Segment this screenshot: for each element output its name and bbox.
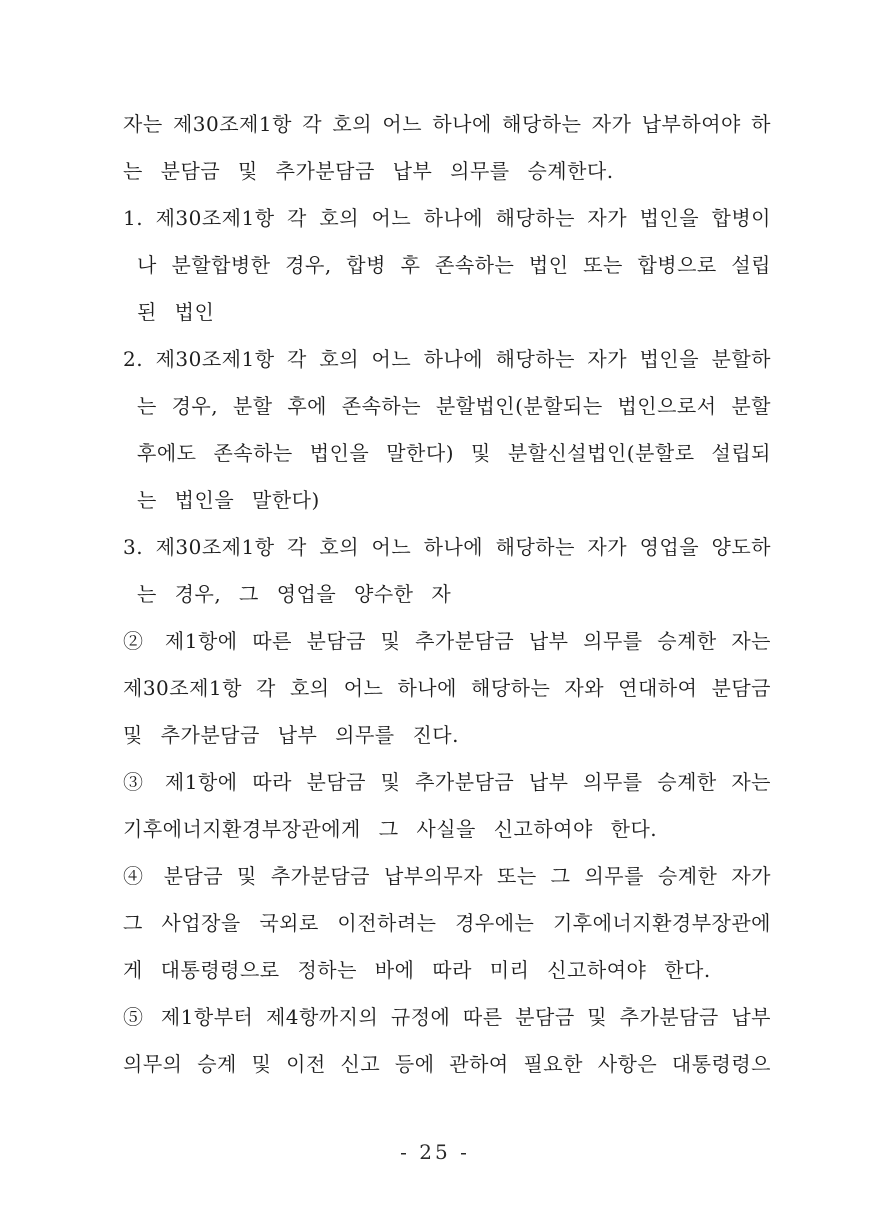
text-line: ④ 분담금 및 추가분담금 납부의무자 또는 그 의무를 승계한 자가 [123,864,771,888]
text-line: 는 분담금 및 추가분담금 납부 의무를 승계한다. [123,159,614,183]
text-line: 된 법인 [137,300,215,324]
text-line: 는 경우, 그 영업을 양수한 자 [137,582,452,606]
text-line: ③ 제1항에 따라 분담금 및 추가분담금 납부 의무를 승계한 자는 [123,770,771,794]
text-line: ② 제1항에 따른 분담금 및 추가분담금 납부 의무를 승계한 자는 [123,629,771,653]
text-line: 는 경우, 분할 후에 존속하는 분할법인(분할되는 법인으로서 분할 [137,394,771,418]
text-line: 및 추가분담금 납부 의무를 진다. [123,723,459,747]
text-line: 의무의 승계 및 이전 신고 등에 관하여 필요한 사항은 대통령령으 [123,1052,771,1076]
text-line: 자는 제30조제1항 각 호의 어느 하나에 해당하는 자가 납부하여야 하 [123,112,771,136]
text-line: 1. 제30조제1항 각 호의 어느 하나에 해당하는 자가 법인을 합병이 [123,206,771,230]
text-line: 3. 제30조제1항 각 호의 어느 하나에 해당하는 자가 영업을 양도하 [123,535,771,559]
text-line: 2. 제30조제1항 각 호의 어느 하나에 해당하는 자가 법인을 분할하 [123,347,771,371]
text-line: 나 분할합병한 경우, 합병 후 존속하는 법인 또는 합병으로 설립 [137,253,771,277]
text-line: ⑤ 제1항부터 제4항까지의 규정에 따른 분담금 및 추가분담금 납부 [123,1005,771,1029]
text-line: 기후에너지환경부장관에게 그 사실을 신고하여야 한다. [123,817,658,841]
text-line: 후에도 존속하는 법인을 말한다) 및 분할신설법인(분할로 설립되 [137,441,771,465]
text-line: 게 대통령령으로 정하는 바에 따라 미리 신고하여야 한다. [123,958,711,982]
text-line: 는 법인을 말한다) [137,488,320,512]
text-line: 제30조제1항 각 호의 어느 하나에 해당하는 자와 연대하여 분담금 [123,676,771,700]
document-body [123,101,771,1088]
page-number: - 25 - [400,1140,470,1164]
text-line: 그 사업장을 국외로 이전하려는 경우에는 기후에너지환경부장관에 [123,911,771,935]
